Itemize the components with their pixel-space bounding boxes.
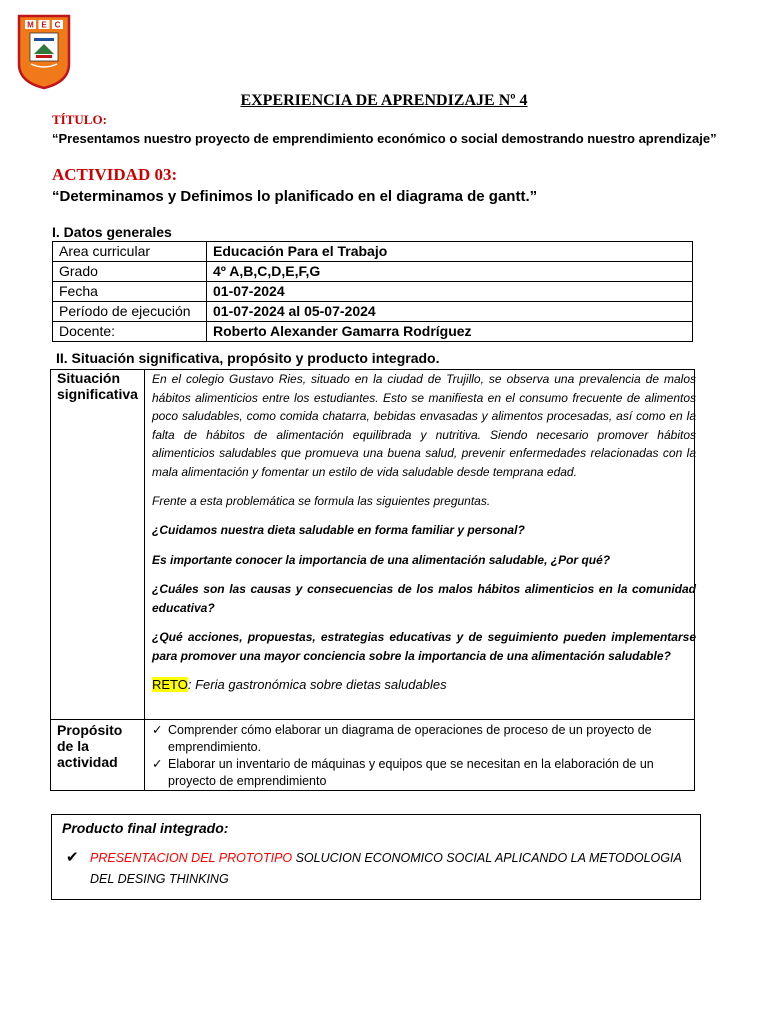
preguntas-intro: Frente a esta problemática se formula las siguientes preguntas. — [152, 494, 491, 508]
table-row — [53, 322, 693, 342]
pregunta-4: ¿Qué acciones, propuestas, estrategias educativas y de seguimiento pueden implementarse para promover una mayor conciencia sobre la importancia de una alimentación saludable? — [152, 630, 696, 663]
titulo-text: “Presentamos nuestro proyecto de emprendimiento económico o social demostrando nuestro aprendizaje” — [52, 131, 717, 146]
row-key: Area curricular — [53, 242, 207, 262]
school-logo — [16, 14, 72, 90]
pregunta-3: ¿Cuáles son las causas y consecuencias de los malos hábitos alimenticios en la comunidad educativa? — [152, 582, 696, 615]
row-divider — [50, 719, 695, 720]
row-key: Grado — [53, 262, 207, 282]
producto-highlight: PRESENTACION DEL PROTOTIPO — [90, 851, 293, 865]
reto — [152, 677, 447, 692]
proposito-item: ✓ Comprender cómo elaborar un diagrama de operaciones de proceso de un proyecto de emprendimiento. — [152, 723, 652, 754]
svg-text:M: M — [27, 20, 34, 30]
check-icon: ✓ — [152, 757, 163, 771]
column-divider — [144, 369, 145, 791]
reto-label: RETO — [152, 677, 188, 692]
proposito-item: ✓ Elaborar un inventario de máquinas y equipos que se necesitan en la elaboración de un proyecto de emprendimiento — [152, 757, 654, 788]
situacion-text: En el colegio Gustavo Ries, situado en la ciudad de Trujillo, se observa una prevalencia de malos hábitos alimenticios entre los estudiantes. Esto se manifiesta en el consumo frecuente de alimentos poco saludables, como comida chatarra, bebidas envasadas y alimentos procesadas, así como en la falta de hábitos de alimentación equilibrada y nutritiva. Siendo necesario promover hábitos alimenticios saludables que promueva una buena salud, prevenir enfermedades relacionadas con la mala alimentación y fomentar un estilo de vida saludable desde temprana edad. — [152, 372, 696, 479]
producto-label: Producto final integrado: — [62, 820, 229, 836]
pregunta-1: ¿Cuidamos nuestra dieta saludable en forma familiar y personal? — [152, 523, 525, 537]
reto-text: : Feria gastronómica sobre dietas saludables — [187, 677, 447, 692]
datos-generales-table — [52, 241, 693, 342]
row-key: Fecha — [53, 282, 207, 302]
actividad-label: ACTIVIDAD 03: — [52, 165, 178, 184]
row-key: Período de ejecución — [53, 302, 207, 322]
actividad-text: “Determinamos y Definimos lo planificado en el diagrama de gantt.” — [52, 188, 538, 205]
row-value: 01-07-2024 al 05-07-2024 — [207, 302, 693, 322]
row-value: 01-07-2024 — [207, 282, 693, 302]
row-key: Docente: — [53, 322, 207, 342]
proposito-label: Propósito de la actividad — [57, 722, 123, 770]
svg-text:E: E — [41, 20, 47, 30]
row-value: Roberto Alexander Gamarra Rodríguez — [207, 322, 693, 342]
section1-heading: I. Datos generales — [52, 224, 172, 240]
pregunta-2: Es importante conocer la importancia de una alimentación saludable, ¿Por qué? — [152, 553, 611, 567]
row-value: 4º A,B,C,D,E,F,G — [207, 262, 693, 282]
check-icon: ✓ — [152, 723, 163, 737]
table-row — [53, 242, 693, 262]
table-row — [53, 282, 693, 302]
titulo-label: TÍTULO: — [52, 112, 107, 127]
situacion-label: Situación significativa — [57, 370, 138, 402]
producto-body: SOLUCION ECONOMICO SOCIAL APLICANDO LA METODOLOGIA DEL DESING THINKING — [90, 851, 682, 886]
table-row — [53, 262, 693, 282]
table-row — [53, 302, 693, 322]
section2-heading: II. Situación significativa, propósito y producto integrado. — [56, 350, 440, 366]
producto-text — [90, 848, 690, 890]
row-value: Educación Para el Trabajo — [207, 242, 693, 262]
check-icon: ✔ — [66, 849, 79, 866]
svg-text:C: C — [54, 20, 61, 30]
document-title: EXPERIENCIA DE APRENDIZAJE Nº 4 — [240, 92, 528, 109]
